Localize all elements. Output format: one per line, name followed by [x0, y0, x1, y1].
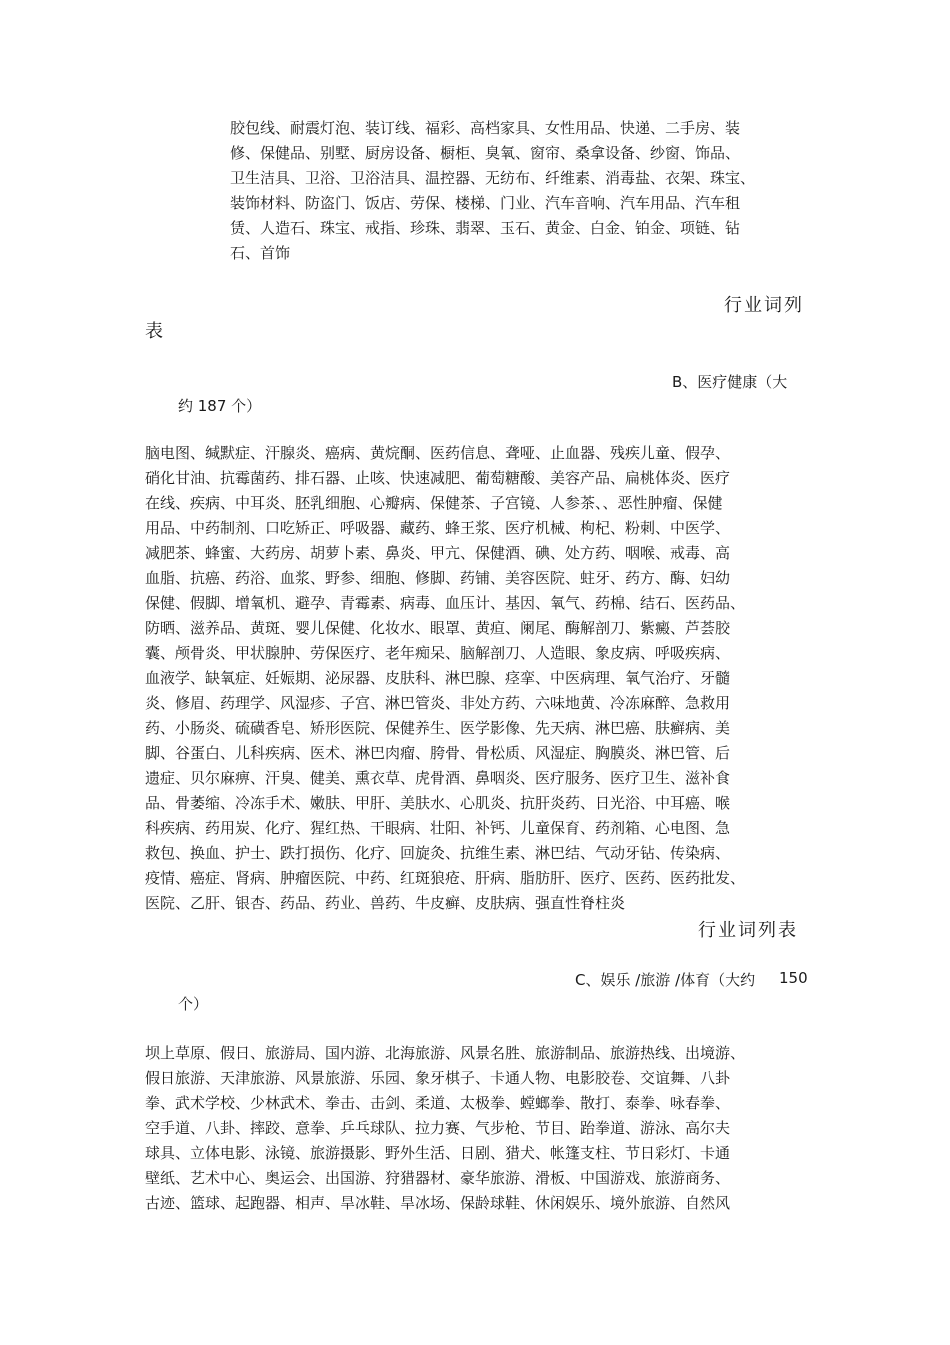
section-c-title-continued: 个） — [178, 995, 209, 1013]
text-line: 保健、假脚、增氧机、避孕、青霉素、病毒、血压计、基因、氧气、药棉、结石、医药品、 — [145, 594, 746, 612]
section-heading: 行业词列 — [724, 295, 804, 316]
text-line: 脚、谷蛋白、儿科疾病、医术、淋巴肉瘤、胯骨、骨松质、风湿症、胸膜炎、淋巴管、后 — [145, 744, 731, 762]
text-line: 药、小肠炎、硫磺香皂、矫形医院、保健养生、医学影像、先天病、淋巴癌、肤癣病、美 — [145, 719, 731, 737]
text-line: 防晒、滋养品、黄斑、婴儿保健、化妆水、眼罩、黄疸、阑尾、酶解剖刀、紫癜、芦荟胶 — [145, 619, 731, 637]
text-line: 球具、立体电影、泳镜、旅游摄影、野外生活、日剧、猎犬、帐篷支柱、节日彩灯、卡通 — [145, 1144, 731, 1162]
text-line: 用品、中药制剂、口吃矫正、呼吸器、藏药、蜂王浆、医疗机械、枸杞、粉刺、中医学、 — [145, 519, 731, 537]
text-line: 炎、修眉、药理学、风湿疹、子宫、淋巴管炎、非处方药、六味地黄、冷冻麻醉、急救用 — [145, 694, 731, 712]
text-line: 古迹、篮球、起跑器、相声、旱冰鞋、旱冰场、保龄球鞋、休闲娱乐、境外旅游、自然风 — [145, 1194, 731, 1212]
text-line: 脑电图、缄默症、汗腺炎、癌病、黄烷酮、医药信息、聋哑、止血器、残疾儿童、假孕、 — [145, 444, 731, 462]
section-heading: 行业词列表 — [698, 920, 798, 941]
text-line: 硝化甘油、抗霉菌药、排石器、止咳、快速减肥、葡萄糖酸、美容产品、扁桃体炎、医疗 — [145, 469, 731, 487]
text-line: 假日旅游、天津旅游、风景旅游、乐园、象牙棋子、卡通人物、电影胶卷、交谊舞、八卦 — [145, 1069, 731, 1087]
section-b-title: B、医疗健康（大 — [672, 373, 788, 391]
text-line: 疫情、癌症、肾病、肿瘤医院、中药、红斑狼疮、肝病、脂肪肝、医疗、医药、医药批发、 — [145, 869, 746, 887]
text-line: 品、骨萎缩、冷冻手术、嫩肤、甲肝、美肤水、心肌炎、抗肝炎药、日光浴、中耳癌、喉 — [145, 794, 731, 812]
text-line: 胶包线、耐震灯泡、装订线、福彩、高档家具、女性用品、快递、二手房、装 — [230, 119, 741, 137]
text-line: 血液学、缺氧症、妊娠期、泌尿器、皮肤科、淋巴腺、痉挛、中医病理、氧气治疗、牙髓 — [145, 669, 731, 687]
text-line: 空手道、八卦、摔跤、意拳、乒乓球队、拉力赛、气步枪、节目、跆拳道、游泳、高尔夫 — [145, 1119, 731, 1137]
section-c-title: C、娱乐 /旅游 /体育（大约 — [575, 971, 756, 989]
text-line: 修、保健品、别墅、厨房设备、橱柜、臭氧、窗帘、桑拿设备、纱窗、饰品、 — [230, 144, 741, 162]
text-line: 赁、人造石、珠宝、戒指、珍珠、翡翠、玉石、黄金、白金、铂金、项链、钻 — [230, 219, 741, 237]
text-line: 拳、武术学校、少林武术、拳击、击剑、柔道、太极拳、螳螂拳、散打、泰拳、咏春拳、 — [145, 1094, 731, 1112]
text-line: 壁纸、艺术中心、奥运会、出国游、狩猎器材、豪华旅游、滑板、中国游戏、旅游商务、 — [145, 1169, 731, 1187]
section-heading-continued: 表 — [145, 321, 165, 342]
text-line: 血脂、抗癌、药浴、血浆、野参、细胞、修脚、药铺、美容医院、蛀牙、药方、酶、妇幼 — [145, 569, 731, 587]
text-line: 在线、疾病、中耳炎、胚乳细胞、心瓣病、保健茶、子宫镜、人参茶、、恶性肿瘤、保健 — [145, 494, 723, 512]
text-line: 减肥茶、蜂蜜、大药房、胡萝卜素、鼻炎、甲亢、保健酒、碘、处方药、咽喉、戒毒、高 — [145, 544, 731, 562]
text-line: 救包、换血、护士、跌打损伤、化疗、回旋灸、抗维生素、淋巴结、气动牙钻、传染病、 — [145, 844, 731, 862]
text-line: 囊、颅骨炎、甲状腺肿、劳保医疗、老年痴呆、脑解剖刀、人造眼、象皮病、呼吸疾病、 — [145, 644, 731, 662]
text-line: 医院、乙肝、银杏、药品、药业、兽药、牛皮癣、皮肤病、强直性脊柱炎 — [145, 894, 626, 912]
text-line: 科疾病、药用炭、化疗、猩红热、干眼病、壮阳、补钙、儿童保育、药剂箱、心电图、急 — [145, 819, 731, 837]
text-line: 卫生洁具、卫浴、卫浴洁具、温控器、无纺布、纤维素、消毒盐、衣架、珠宝、 — [230, 169, 756, 187]
text-line: 装饰材料、防盗门、饭店、劳保、楼梯、门业、汽车音响、汽车用品、汽车租 — [230, 194, 741, 212]
text-line: 坝上草原、假日、旅游局、国内游、北海旅游、风景名胜、旅游制品、旅游热线、出境游、 — [145, 1044, 746, 1062]
section-b-title-continued: 约 187 个） — [178, 397, 262, 415]
section-c-title-number: 150 — [779, 969, 808, 987]
text-line: 遗症、贝尔麻痹、汗臭、健美、熏衣草、虎骨酒、鼻咽炎、医疗服务、医疗卫生、滋补食 — [145, 769, 731, 787]
text-line: 石、首饰 — [230, 244, 291, 262]
